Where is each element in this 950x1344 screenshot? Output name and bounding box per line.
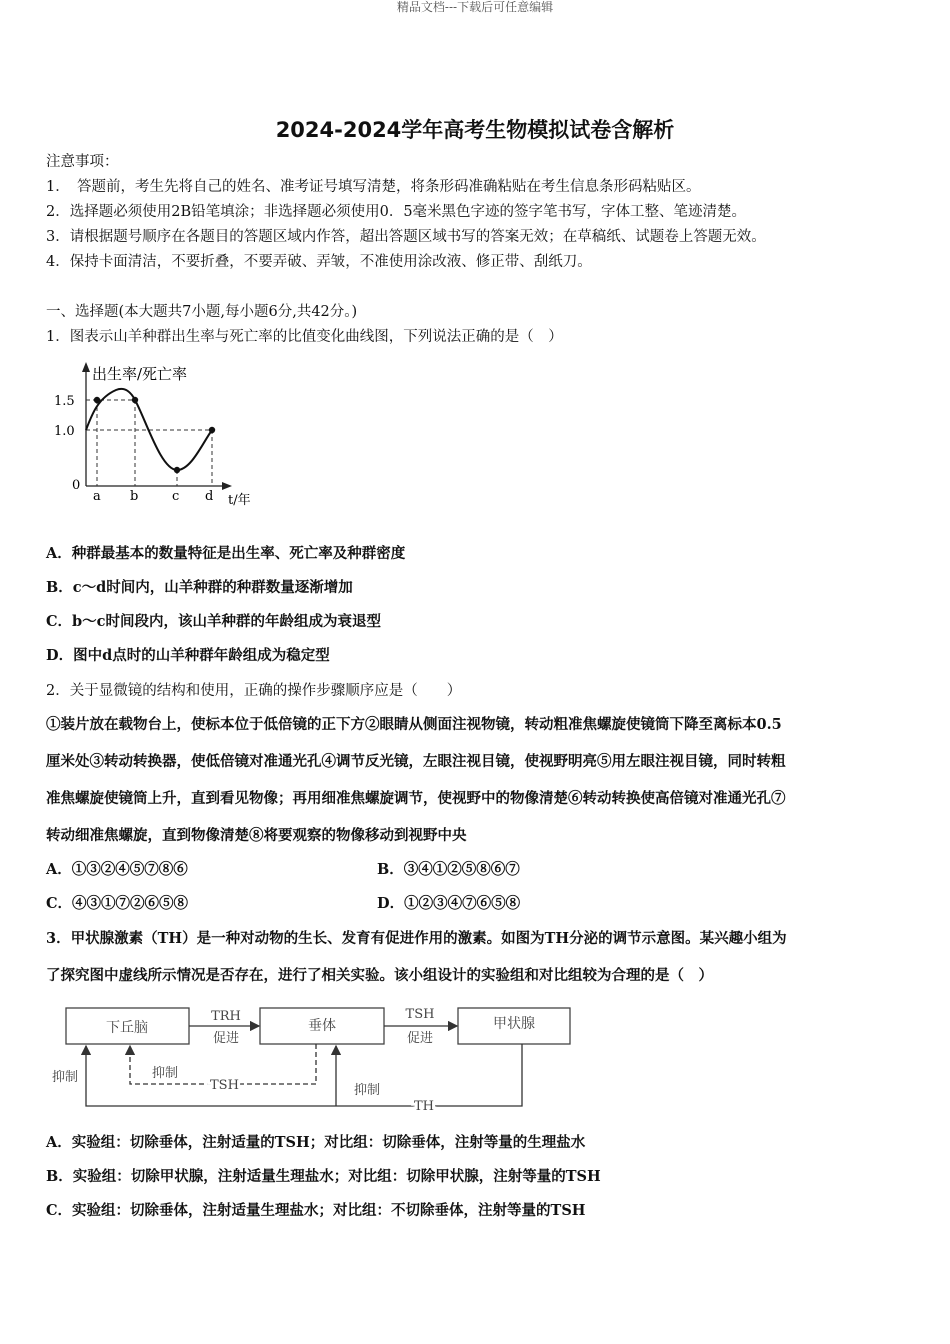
q2-body-line: 厘米处③转动转换器，使低倍镜对准通光孔④调节反光镜，左眼注视目镜，使视野明亮⑤用左眼注视目镜，同时转粗: [46, 753, 786, 770]
q2-body-line: 准焦螺旋使镜筒上升，直到看见物像；再用细准焦螺旋调节，使视野中的物像清楚⑥转动转换使高倍镜对准通光孔⑦: [46, 790, 786, 807]
arrow-trh-bottom: 促进: [212, 1031, 240, 1046]
section-heading: 一、选择题(本大题共7小题,每小题6分,共42分。): [46, 304, 358, 320]
box-thyroid-label: 甲状腺: [493, 1016, 535, 1032]
q1-option-b[interactable]: B．c～d时间内，山羊种群的种群数量逐渐增加: [46, 579, 353, 596]
y-tick-label: 1.5: [54, 394, 75, 409]
x-tick-label: c: [172, 489, 180, 504]
point-b: [132, 397, 138, 403]
point-d: [209, 427, 215, 433]
y-tick-label: 0: [72, 478, 81, 493]
q1-option-c[interactable]: C．b～c时间段内，该山羊种群的年龄组成为衰退型: [46, 613, 382, 630]
arrow-tsh-top: TSH: [405, 1007, 435, 1022]
q3-option-b[interactable]: B．实验组：切除甲状腺，注射适量生理盐水；对比组：切除甲状腺，注射等量的TSH: [46, 1168, 601, 1185]
q2-stem: 2．关于显微镜的结构和使用，正确的操作步骤顺序应是（ ）: [46, 683, 462, 699]
dashed-inhibit-label: 抑制: [152, 1066, 179, 1081]
y-tick-label: 1.0: [54, 424, 75, 439]
arrow-tsh-bottom: 促进: [406, 1031, 434, 1046]
q1-option-d[interactable]: D．图中d点时的山羊种群年龄组成为稳定型: [46, 647, 330, 664]
note-item: 2．选择题必须使用2B铅笔填涂；非选择题必须使用0．5毫米黑色字迹的签字笔书写，字体工整、笔迹清楚。: [46, 204, 747, 220]
th-label: TH: [414, 1099, 435, 1114]
q3-option-c[interactable]: C．实验组：切除垂体，注射适量生理盐水；对比组：不切除垂体，注射等量的TSH: [46, 1202, 586, 1219]
point-c: [174, 467, 180, 473]
mid-inhibit-label: 抑制: [354, 1083, 381, 1098]
box-hypothalamus-label: 下丘脑: [106, 1020, 148, 1036]
page-header: 精品文档---下载后可任意编辑: [396, 0, 554, 14]
q3-diagram: [46, 1000, 586, 1118]
q1-chart: [46, 358, 266, 513]
q2-option-c[interactable]: C．④③①⑦②⑥⑤⑧: [46, 895, 189, 912]
point-a: [94, 397, 100, 403]
dashed-tsh-label: TSH: [210, 1078, 239, 1093]
q2-option-d[interactable]: D．①②③④⑦⑥⑤⑧: [377, 895, 521, 912]
q2-body-line: 转动细准焦螺旋，直到物像清楚⑧将要观察的物像移动到视野中央: [46, 827, 467, 844]
y-axis-label: 出生率/死亡率: [92, 365, 188, 383]
q2-option-a[interactable]: A．①③②④⑤⑦⑧⑥: [46, 861, 188, 878]
y-axis-arrow: [82, 362, 90, 372]
q3-option-a[interactable]: A．实验组：切除垂体，注射适量的TSH；对比组：切除垂体，注射等量的生理盐水: [46, 1134, 586, 1151]
q3-stem-line: 了探究图中虚线所示情况是否存在，进行了相关实验。该小组设计的实验组和对比组较为合理的是（ ）: [46, 967, 713, 984]
x-axis-arrow: [222, 482, 232, 490]
q1-stem: 1．图表示山羊种群出生率与死亡率的比值变化曲线图，下列说法正确的是（ ）: [46, 329, 563, 345]
box-pituitary-label: 垂体: [308, 1018, 336, 1034]
note-item: 4．保持卡面清洁，不要折叠，不要弄破、弄皱，不准使用涂改液、修正带、刮纸刀。: [46, 254, 592, 270]
page-title: 2024-2024学年高考生物模拟试卷含解析: [275, 118, 675, 142]
ratio-curve: [86, 389, 212, 470]
q2-option-b[interactable]: B．③④①②⑤⑧⑥⑦: [377, 861, 520, 878]
note-item: 3．请根据题号顺序在各题目的答题区域内作答，超出答题区域书写的答案无效；在草稿纸、试题卷上答题无效。: [46, 229, 766, 245]
q3-stem-line: 3．甲状腺激素（TH）是一种对动物的生长、发育有促进作用的激素。如图为TH分泌的调节示意图。某兴趣小组为: [46, 930, 787, 947]
x-axis-label: t/年: [228, 493, 251, 508]
left-inhibit-label: 抑制: [52, 1070, 79, 1085]
notes-heading: 注意事项：: [46, 154, 119, 170]
arrow-trh-top: TRH: [211, 1009, 241, 1024]
note-item: 1． 答题前，考生先将自己的姓名、准考证号填写清楚，将条形码准确粘贴在考生信息条形码粘贴区。: [46, 179, 701, 195]
x-tick-label: a: [93, 489, 101, 504]
x-tick-label: d: [205, 489, 214, 504]
x-tick-label: b: [130, 489, 139, 504]
q1-option-a[interactable]: A．种群最基本的数量特征是出生率、死亡率及种群密度: [46, 545, 406, 562]
q2-body-line: ①装片放在载物台上，使标本位于低倍镜的正下方②眼睛从侧面注视物镜，转动粗准焦螺旋使镜筒下降至离标本0.5: [46, 716, 782, 733]
